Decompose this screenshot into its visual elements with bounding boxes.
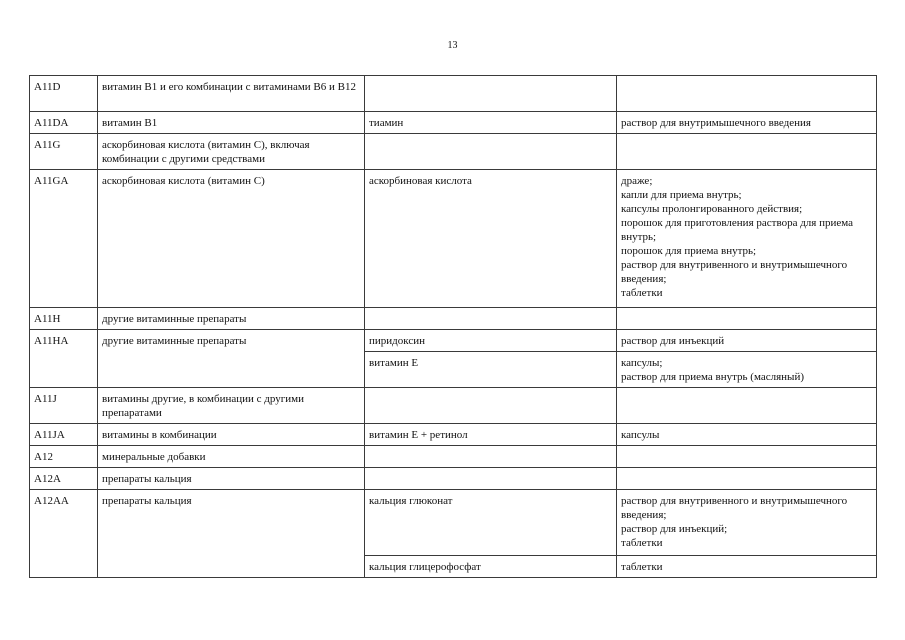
table-row <box>30 446 877 468</box>
atc-code-cell: A11JA <box>30 424 98 446</box>
table-row <box>30 134 877 170</box>
drug-name-cell <box>365 76 617 112</box>
drug-name-cell <box>365 446 617 468</box>
drug-name-cell: пиридоксин <box>365 330 617 352</box>
dosage-form-cell <box>617 76 877 112</box>
drug-name-cell: витамин E + ретинол <box>365 424 617 446</box>
group-name-cell: препараты кальция <box>98 468 365 490</box>
atc-code-cell: A11D <box>30 76 98 112</box>
drug-name-cell: аскорбиновая кислота <box>365 170 617 308</box>
dosage-form-cell <box>617 468 877 490</box>
atc-code-cell: A11H <box>30 308 98 330</box>
drug-name-cell: кальция глюконат <box>365 490 617 556</box>
atc-code-cell: A11J <box>30 388 98 424</box>
group-name-cell: аскорбиновая кислота (витамин C) <box>98 170 365 308</box>
group-name-cell: минеральные добавки <box>98 446 365 468</box>
dosage-form-cell: раствор для инъекций <box>617 330 877 352</box>
group-name-cell: витамин B1 <box>98 112 365 134</box>
atc-code-cell: A12AA <box>30 490 98 578</box>
group-name-cell: витамины другие, в комбинации с другими препаратами <box>98 388 365 424</box>
atc-code-cell: A11HA <box>30 330 98 388</box>
atc-code-cell: A12A <box>30 468 98 490</box>
dosage-form-cell <box>617 388 877 424</box>
group-name-cell: витамин B1 и его комбинации с витаминами B6 и B12 <box>98 76 365 112</box>
drug-name-cell: тиамин <box>365 112 617 134</box>
group-name-cell: витамины в комбинации <box>98 424 365 446</box>
dosage-form-cell: капсулы <box>617 424 877 446</box>
dosage-form-cell <box>617 308 877 330</box>
group-name-cell: другие витаминные препараты <box>98 330 365 388</box>
drug-name-cell <box>365 134 617 170</box>
drug-name-cell: кальция глицерофосфат <box>365 556 617 578</box>
page-number: 13 <box>447 40 458 51</box>
drug-table <box>29 75 877 578</box>
table-row <box>30 170 877 308</box>
dosage-form-cell: драже; капли для приема внутрь; капсулы пролонгированного действия; порошок для приготовления раствора для приема внутрь; порошок для приема внутрь; раствор для внутривенного и внутримышечного введения; таблетки <box>617 170 877 308</box>
table-row <box>30 308 877 330</box>
dosage-form-cell: таблетки <box>617 556 877 578</box>
table-row <box>30 468 877 490</box>
dosage-form-cell <box>617 134 877 170</box>
group-name-cell: препараты кальция <box>98 490 365 578</box>
atc-code-cell: A11GA <box>30 170 98 308</box>
table-row <box>30 330 877 352</box>
drug-name-cell <box>365 308 617 330</box>
atc-code-cell: A11DA <box>30 112 98 134</box>
dosage-form-cell: раствор для внутримышечного введения <box>617 112 877 134</box>
table-row <box>30 76 877 112</box>
dosage-form-cell: капсулы; раствор для приема внутрь (масляный) <box>617 352 877 388</box>
atc-code-cell: A12 <box>30 446 98 468</box>
drug-name-cell: витамин E <box>365 352 617 388</box>
table-row <box>30 424 877 446</box>
group-name-cell: аскорбиновая кислота (витамин C), включая комбинации с другими средствами <box>98 134 365 170</box>
group-name-cell: другие витаминные препараты <box>98 308 365 330</box>
dosage-form-cell: раствор для внутривенного и внутримышечного введения; раствор для инъекций; таблетки <box>617 490 877 556</box>
table-row <box>30 112 877 134</box>
drug-name-cell <box>365 388 617 424</box>
atc-code-cell: A11G <box>30 134 98 170</box>
table-row <box>30 388 877 424</box>
dosage-form-cell <box>617 446 877 468</box>
table-row <box>30 490 877 556</box>
drug-name-cell <box>365 468 617 490</box>
